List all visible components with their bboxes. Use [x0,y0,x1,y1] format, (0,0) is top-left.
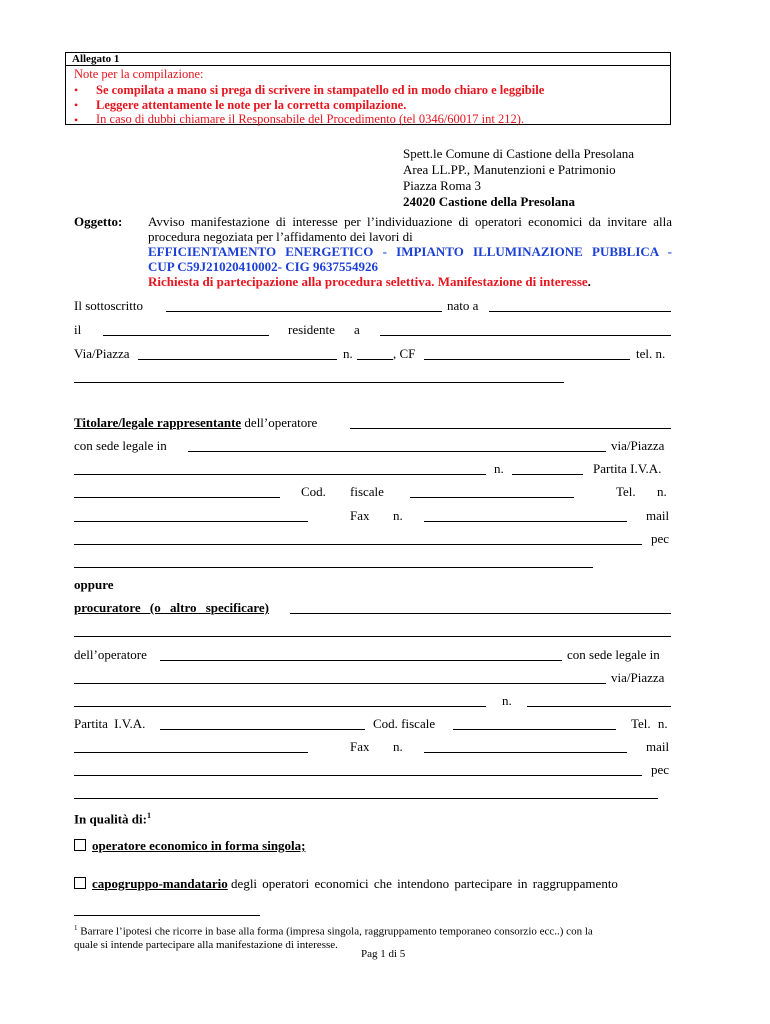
footnote-number: 1 [74,924,78,932]
street-field[interactable] [138,359,337,360]
pec-field-2[interactable] [74,798,658,799]
mail-field[interactable] [74,544,642,545]
label-partita-iva-2: Partita I.V.A. [74,716,146,731]
label-in-qualita: In qualità di: [74,811,147,827]
vat-field-2[interactable] [160,729,365,730]
bullet-icon: • [74,83,79,97]
bullet-icon: • [74,98,79,112]
recipient-line-1: Spett.le Comune di Castione della Presolana [403,146,635,161]
registered-office-field[interactable] [188,451,606,452]
label-oppure: oppure [74,577,114,592]
operator-tax-code-field[interactable] [410,497,574,498]
footnote-ref: 1 [146,811,151,820]
operator-name-field[interactable] [350,428,671,429]
label-tel-n-2: Tel. n. [631,716,668,731]
mail-field-2[interactable] [74,775,642,776]
pec-field[interactable] [74,567,593,568]
label-nato-a: nato a [447,298,479,313]
attorney-field-2[interactable] [74,636,671,637]
operator-street-field[interactable] [74,474,486,475]
operator-name-field-2[interactable] [160,660,562,661]
subject-line-2: procedura negoziata per l’affidamento dei lavori di [148,229,413,244]
phone-field[interactable] [74,382,564,383]
subject-label: Oggetto: [74,214,123,229]
label-cf: , CF [393,346,416,361]
notes-box [65,52,671,125]
label-fax-2: Fax [350,739,370,754]
note-item-1: Se compilata a mano si prega di scrivere in stampatello ed in modo chiaro e leggibile [96,83,545,97]
attachment-label: Allegato 1 [66,53,670,66]
footnote-line-1: Barrare l’ipotesi che ricorre in base alla forma (impresa singola, raggruppamento temporaneo consorzio ecc..) con la [80,925,593,938]
label-con-sede-legale-2: con sede legale in [567,647,660,662]
label-dell-operatore: dell’operatore [244,415,318,430]
page-number: Pag 1 di 5 [361,948,406,960]
operator-street-field-2[interactable] [74,706,486,707]
fax-field-2[interactable] [424,752,627,753]
note-item-3: In caso di dubbi chiamare il Responsabile del Procedimento (tel 0346/60017 int 212). [96,112,525,126]
label-a: a [354,322,360,337]
operator-phone-field[interactable] [74,521,308,522]
operator-tax-code-field-2[interactable] [453,729,616,730]
label-n-fax-2: n. [393,739,403,754]
recipient-line-2: Area LL.PP., Manutenzioni e Patrimonio [403,162,616,177]
recipient-line-3: Piazza Roma 3 [403,178,481,193]
option-single-operator: operatore economico in forma singola; [92,838,306,853]
label-via-piazza: Via/Piazza [74,346,130,361]
checkbox-group-leader[interactable] [74,877,86,889]
label-pec-2: pec [651,762,670,777]
residence-field[interactable] [380,335,671,336]
label-n-2: n. [494,461,504,476]
registered-office-field-2[interactable] [74,683,606,684]
footnote-divider [74,915,260,916]
label-fiscale: fiscale [350,484,384,499]
label-n: n. [343,346,353,361]
label-procuratore: procuratore (o altro specificare) [74,600,270,615]
recipient-line-4: 24020 Castione della Presolana [403,194,576,209]
subject-line-5-period: . [587,274,591,289]
birthdate-field[interactable] [103,335,269,336]
tax-code-field[interactable] [424,359,630,360]
label-sottoscritto: Il sottoscritto [74,298,143,313]
option-group-leader-rest: degli operatori economici che intendono partecipare in raggruppamento [231,876,618,891]
label-fax: Fax [350,508,370,523]
label-residente: residente [288,322,335,337]
label-pec: pec [651,531,670,546]
bullet-icon: • [74,113,79,127]
name-field[interactable] [166,311,442,312]
label-tel: Tel. [616,484,636,499]
footnote-line-2: quale si intende partecipare alla manifestazione di interesse. [74,938,338,951]
operator-number-field[interactable] [512,474,583,475]
label-il: il [74,322,82,337]
fax-field[interactable] [424,521,627,522]
attorney-field[interactable] [290,613,671,614]
operator-phone-field-2[interactable] [74,752,308,753]
label-partita-iva: Partita I.V.A. [593,461,662,476]
label-titolare: Titolare/legale rappresentante [74,415,242,430]
vat-field[interactable] [74,497,280,498]
label-via-piazza-3: via/Piazza [611,670,665,685]
option-group-leader: capogruppo-mandatario [92,876,228,891]
subject-line-5: Richiesta di partecipazione alla procedura selettiva. Manifestazione di interesse [148,274,588,289]
subject-text [148,214,672,289]
operator-number-field-2[interactable] [527,706,671,707]
note-item-2: Leggere attentamente le note per la corretta compilazione. [96,98,407,112]
label-n-fax: n. [393,508,403,523]
label-mail: mail [646,508,670,523]
subject-line-4: CUP C59J21020410002- CIG 9637554926 [148,259,379,274]
label-cod: Cod. [301,484,326,499]
label-dell-operatore-2: dell’operatore [74,647,147,662]
label-n-3: n. [657,484,667,499]
recipient-address [403,146,634,210]
label-con-sede-legale: con sede legale in [74,438,167,453]
subject-line-3: EFFICIENTAMENTO ENERGETICO - IMPIANTO ILLUMINAZIONE PUBBLICA - [148,244,672,259]
notes-title: Note per la compilazione: [74,67,204,81]
label-via-piazza-2: via/Piazza [611,438,665,453]
subject-line-1: Avviso manifestazione di interesse per l’individuazione di operatori economici da invitare alla [148,214,672,229]
label-n-4: n. [502,693,512,708]
street-number-field[interactable] [357,359,393,360]
label-tel-n: tel. n. [636,346,666,361]
checkbox-single-operator[interactable] [74,839,86,851]
birthplace-field[interactable] [489,311,671,312]
label-mail-2: mail [646,739,670,754]
label-cod-fiscale-2: Cod. fiscale [373,716,436,731]
